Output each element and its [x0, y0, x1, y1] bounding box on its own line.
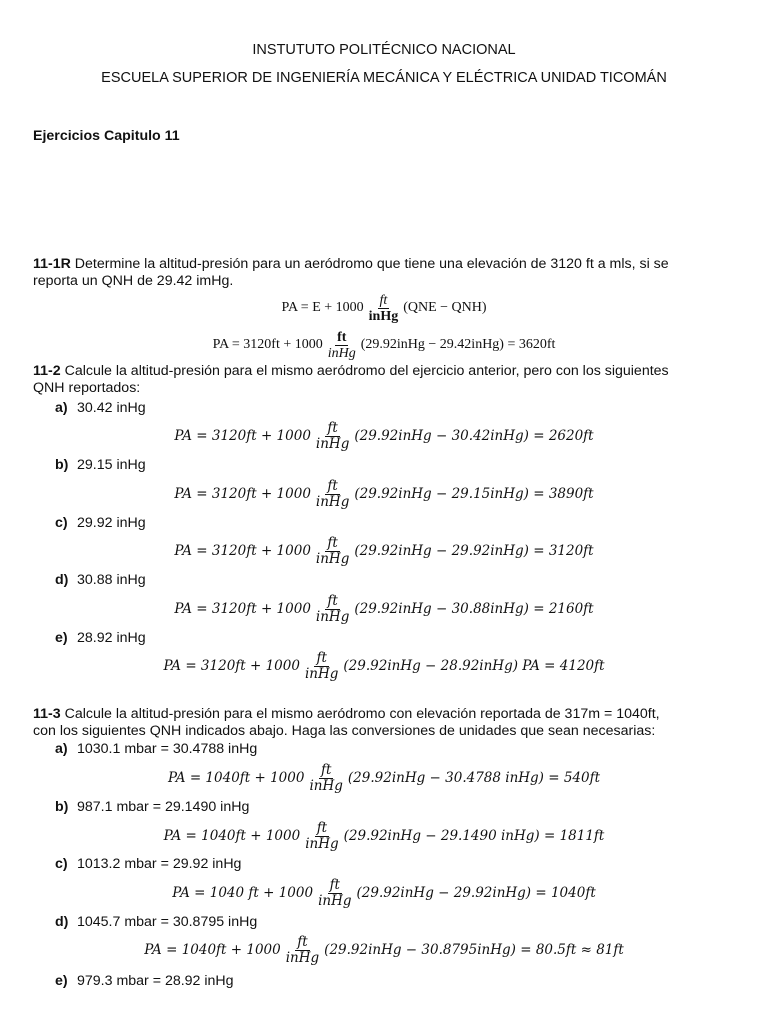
formula-fraction [314, 479, 351, 510]
fraction-denominator: inHg [327, 345, 356, 361]
item-marker: d) [55, 914, 69, 930]
fraction-numerator: ft [327, 419, 338, 436]
formula-fraction [326, 330, 358, 361]
exercise-11-3-text-line2: con los siguientes QNH indicados abajo. Haga las conversiones de unidades que sean necesarias: [33, 723, 656, 739]
formula-right: (QNE − QNH) [403, 300, 487, 315]
formula-right: (29.92inHg − 28.92inHg) PA = 4120ft [343, 658, 605, 674]
formula-fraction [314, 594, 351, 625]
formula-right: (29.92inHg − 29.92inHg) = 3120ft [354, 543, 594, 559]
item-marker: a) [55, 741, 68, 757]
formula-left: PA = 3120ft + 1000 [174, 601, 311, 617]
fraction-numerator: ft [320, 761, 332, 778]
formula-right: (29.92inHg − 30.88inHg) = 2160ft [354, 601, 594, 617]
formula-left: PA = 1040ft + 1000 [167, 770, 305, 786]
item-marker: e) [55, 630, 68, 646]
formula-fraction [303, 821, 340, 852]
item-formula [0, 418, 768, 454]
fraction-denominator: inHg [309, 777, 343, 794]
formula-fraction [314, 536, 351, 567]
item-marker: b) [55, 799, 69, 815]
formula-right: (29.92inHg − 29.1490 inHg) = 1811ft [343, 828, 605, 844]
item-formula [0, 591, 768, 627]
item-marker: c) [55, 856, 68, 872]
fraction-numerator: ft [316, 819, 328, 836]
fraction-denominator: inHg [304, 665, 339, 682]
fraction-numerator: ft [329, 876, 340, 893]
fraction-denominator: inHg [315, 608, 350, 625]
exercise-11-1r-text-line2: reporta un QNH de 29.42 imHg. [33, 273, 234, 289]
fraction-denominator: inHg [315, 550, 350, 567]
item-formula [0, 760, 768, 796]
formula-left: PA = 3120ft + 1000 [174, 428, 311, 444]
formula-left: PA = 3120ft + 1000 [174, 543, 311, 559]
exercise-text: Calcule la altitud-presión para el mismo aeródromo del ejercicio anterior, pero con los siguientes [60, 363, 669, 379]
exercise-text: Determine la altitud-presión para un aeródromo que tiene una elevación de 3120 ft a mls, si se [70, 256, 669, 272]
formula-left: PA = 3120ft + 1000 [212, 337, 323, 352]
fraction-numerator: ft [327, 592, 338, 609]
formula-left: PA = 3120ft + 1000 [174, 486, 311, 502]
item-value: 30.88 inHg [77, 572, 146, 588]
item-formula [0, 533, 768, 569]
formula-calc-11-1r [0, 327, 768, 363]
fraction-denominator: inHg [285, 949, 320, 966]
item-value: 979.3 mbar = 28.92 inHg [77, 973, 234, 989]
fraction-denominator: inHg [315, 435, 350, 452]
fraction-denominator: inHg [318, 892, 352, 909]
item-marker: b) [55, 457, 69, 473]
item-marker: c) [55, 515, 68, 531]
formula-fraction [307, 763, 344, 794]
item-value: 1013.2 mbar = 29.92 inHg [77, 856, 242, 872]
formula-general [0, 290, 768, 326]
item-marker: e) [55, 973, 68, 989]
item-formula [0, 875, 768, 911]
item-formula [0, 818, 768, 854]
formula-left: PA = 1040ft + 1000 [144, 942, 281, 958]
formula-fraction [284, 935, 321, 966]
section-title: Ejercicios Capitulo 11 [33, 128, 180, 144]
formula-right: (29.92inHg − 29.15inHg) = 3890ft [354, 486, 594, 502]
formula-fraction [367, 293, 401, 324]
item-formula [0, 476, 768, 512]
formula-right: (29.92inHg − 29.42inHg) = 3620ft [360, 337, 556, 352]
fraction-numerator: ft [379, 292, 388, 308]
formula-left: PA = 3120ft + 1000 [163, 658, 300, 674]
formula-left: PA = 1040ft + 1000 [163, 828, 301, 844]
institution-title: INSTUTUTO POLITÉCNICO NACIONAL [252, 42, 516, 58]
exercise-number: 11-1R [33, 256, 71, 272]
item-formula [0, 932, 768, 968]
exercise-11-3-text [33, 706, 660, 723]
fraction-denominator: inHg [368, 308, 399, 324]
fraction-numerator: ft [327, 477, 338, 494]
exercise-11-1r-text [33, 256, 669, 273]
item-value: 29.92 inHg [77, 515, 146, 531]
formula-left: PA = 1040 ft + 1000 [172, 885, 314, 901]
item-marker: d) [55, 572, 69, 588]
formula-fraction [303, 651, 340, 682]
item-marker: a) [55, 400, 68, 416]
formula-right: (29.92inHg − 29.92inHg) = 1040ft [356, 885, 596, 901]
formula-fraction [316, 878, 353, 909]
fraction-numerator: ft [327, 534, 338, 551]
formula-right: (29.92inHg − 30.8795inHg) = 80.5ft ≈ 81ft [324, 942, 624, 958]
fraction-numerator: ft [316, 649, 327, 666]
item-formula [0, 648, 768, 684]
exercise-11-2-text-line2: QNH reportados: [33, 380, 141, 396]
exercise-11-2-text [33, 363, 669, 380]
exercise-number: 11-3 [33, 706, 61, 722]
exercise-number: 11-2 [33, 363, 61, 379]
fraction-denominator: inHg [305, 835, 339, 852]
item-value: 30.42 inHg [77, 400, 146, 416]
item-value: 1045.7 mbar = 30.8795 inHg [77, 914, 258, 930]
exercise-text: Calcule la altitud-presión para el mismo aeródromo con elevación reportada de 317m = 1040ft, [60, 706, 660, 722]
item-value: 28.92 inHg [77, 630, 146, 646]
fraction-numerator: ft [337, 329, 347, 345]
formula-fraction [314, 421, 351, 452]
item-value: 1030.1 mbar = 30.4788 inHg [77, 741, 258, 757]
item-value: 987.1 mbar = 29.1490 inHg [77, 799, 250, 815]
school-title: ESCUELA SUPERIOR DE INGENIERÍA MECÁNICA Y ELÉCTRICA UNIDAD TICOMÁN [101, 70, 667, 86]
formula-right: (29.92inHg − 30.42inHg) = 2620ft [354, 428, 594, 444]
formula-left: PA = E + 1000 [281, 300, 364, 315]
formula-right: (29.92inHg − 30.4788 inHg) = 540ft [347, 770, 601, 786]
item-value: 29.15 inHg [77, 457, 146, 473]
fraction-denominator: inHg [315, 493, 350, 510]
fraction-numerator: ft [297, 933, 308, 950]
